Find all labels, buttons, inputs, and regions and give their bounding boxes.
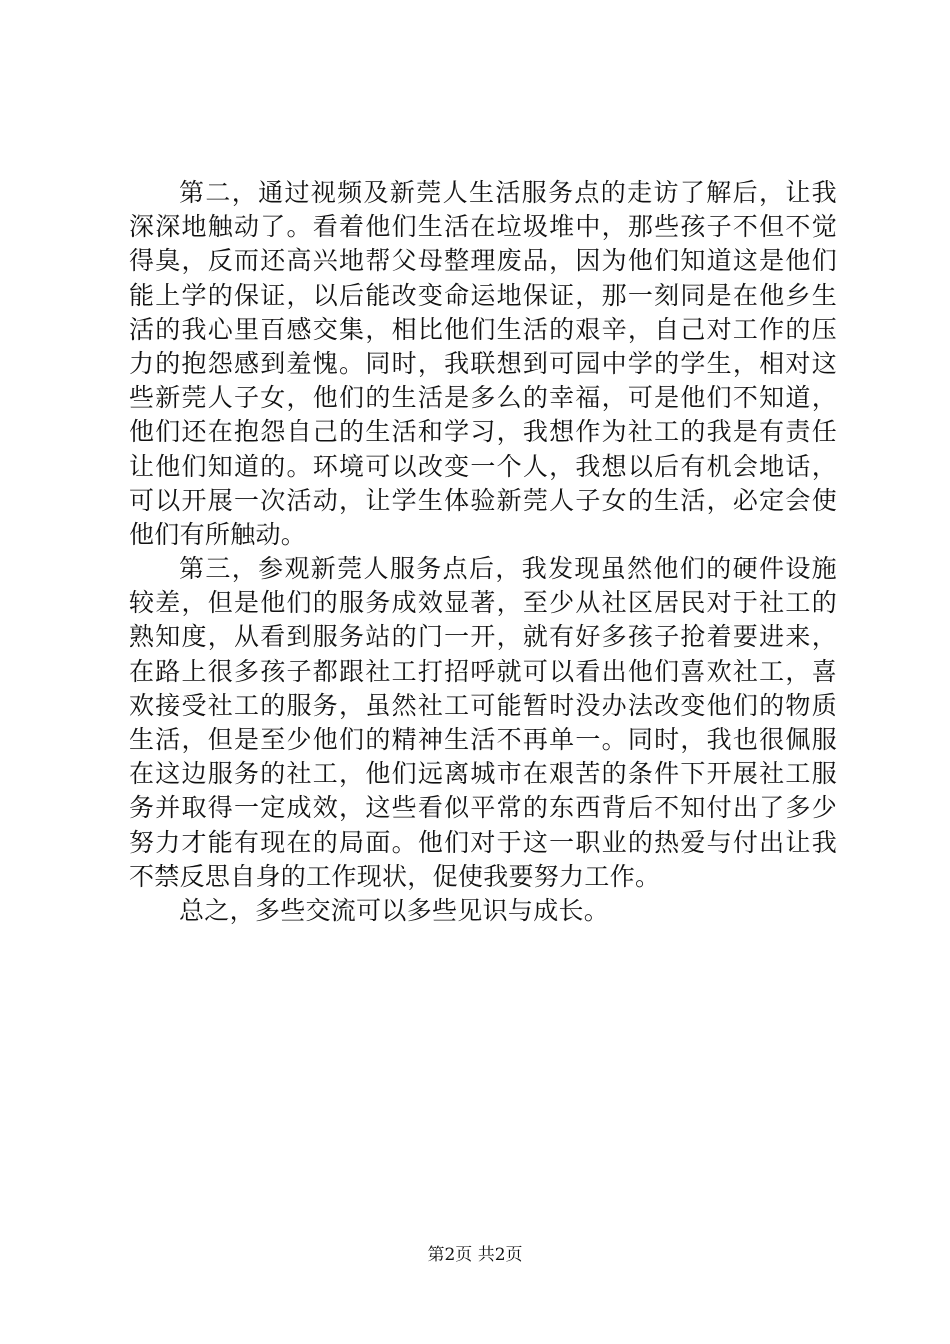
text-line: 第二，通过视频及新莞人生活服务点的走访了解后，让我 (179, 178, 837, 207)
text-line: 力的抱怨感到羞愧。同时，我联想到可园中学的学生，相对这 (129, 348, 837, 378)
text-line: 努力才能有现在的局面。他们对于这一职业的热爱与付出让我 (129, 827, 837, 857)
text-line: 务并取得一定成效，这些看似平常的东西背后不知付出了多少 (129, 793, 837, 823)
text-line: 总之，多些交流可以多些见识与成长。 (179, 895, 610, 925)
paragraph-conclusion (129, 894, 837, 928)
text-line: 深深地触动了。看着他们生活在垃圾堆中，那些孩子不但不觉 (129, 212, 837, 242)
text-line: 熟知度，从看到服务站的门一开，就有好多孩子抢着要进来， (129, 622, 837, 652)
text-line: 欢接受社工的服务，虽然社工可能暂时没办法改变他们的物质 (129, 690, 837, 720)
text-line: 活的我心里百感交集，相比他们生活的艰辛，自己对工作的压 (129, 314, 837, 344)
text-line: 第三，参观新莞人服务点后，我发现虽然他们的硬件设施 (179, 554, 837, 584)
document-body (129, 176, 837, 928)
text-line: 他们还在抱怨自己的生活和学习，我想作为社工的我是有责任 (129, 417, 837, 447)
text-line: 些新莞人子女，他们的生活是多么的幸福，可是他们不知道， (129, 383, 837, 413)
text-line: 不禁反思自身的工作现状，促使我要努力工作。 (129, 861, 661, 891)
text-line: 生活，但是至少他们的精神生活不再单一。同时，我也很佩服 (129, 725, 837, 754)
paragraph-third (129, 552, 837, 894)
text-line: 可以开展一次活动，让学生体验新莞人子女的生活，必定会使 (129, 485, 837, 515)
page-number-footer: 第2页 共2页 (427, 1245, 523, 1265)
text-line: 在这边服务的社工，他们远离城市在艰苦的条件下开展社工服 (129, 759, 837, 789)
paragraph-second (129, 176, 837, 552)
text-line: 能上学的保证，以后能改变命运地保证，那一刻同是在他乡生 (129, 280, 837, 310)
text-line: 得臭，反而还高兴地帮父母整理废品，因为他们知道这是他们 (129, 246, 837, 276)
text-line: 在路上很多孩子都跟社工打招呼就可以看出他们喜欢社工，喜 (129, 656, 837, 686)
text-line: 让他们知道的。环境可以改变一个人，我想以后有机会地话， (129, 451, 837, 481)
text-line: 较差，但是他们的服务成效显著，至少从社区居民对于社工的 (129, 588, 837, 618)
text-line: 他们有所触动。 (129, 519, 307, 549)
